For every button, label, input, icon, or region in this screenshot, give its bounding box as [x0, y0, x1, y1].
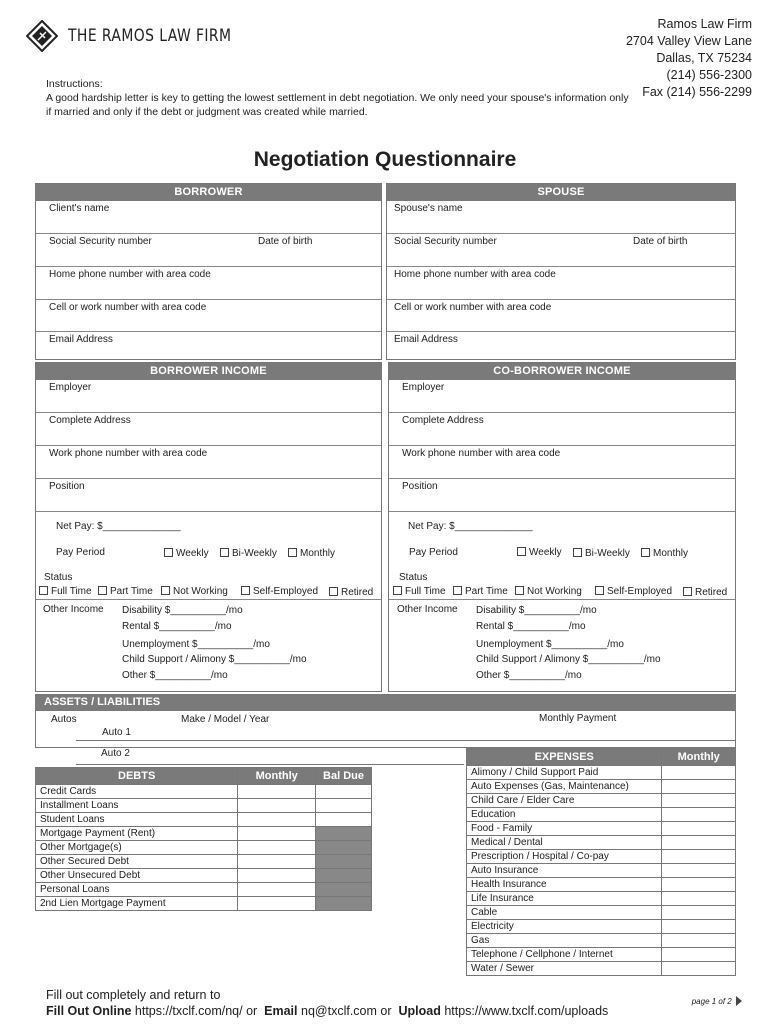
employer-field[interactable]: [36, 380, 381, 413]
checkbox-icon: [39, 586, 48, 595]
other-field[interactable]: Other $__________/mo: [122, 670, 228, 681]
spouse-ssn-label: Social Security number: [394, 236, 497, 247]
address-line: (214) 556-2300: [666, 68, 752, 82]
spouse-panel: [386, 183, 736, 360]
next-page-arrow-icon[interactable]: [736, 996, 742, 1006]
checkbox-icon: [517, 547, 526, 556]
debt-row-label: Other Unsecured Debt: [36, 869, 238, 883]
co-address-label: Complete Address: [402, 415, 484, 426]
checkbox-icon: [515, 586, 524, 595]
auto1-line[interactable]: [76, 740, 736, 741]
spouse-home-phone-label: Home phone number with area code: [394, 269, 556, 280]
spouse-home-phone-field[interactable]: [387, 267, 735, 300]
co-self-employed-checkbox[interactable]: Self-Employed: [595, 586, 672, 597]
self-employed-checkbox[interactable]: Self-Employed: [241, 586, 318, 597]
co-position-label: Position: [402, 481, 438, 492]
page-title: Negotiation Questionnaire: [253, 148, 517, 171]
co-net-pay-row[interactable]: [389, 512, 735, 540]
disability-field[interactable]: Disability $__________/mo: [122, 605, 243, 616]
work-phone-label: Work phone number with area code: [49, 448, 208, 459]
firm-logo: [22, 16, 232, 60]
borrower-income-panel: [35, 362, 382, 692]
position-label: Position: [49, 481, 85, 492]
address-field[interactable]: [36, 413, 381, 446]
debt-monthly-cell[interactable]: [238, 841, 316, 855]
debt-row-label: Other Secured Debt: [36, 855, 238, 869]
other-income-label: Other Income: [43, 604, 104, 615]
co-other-income-label: Other Income: [397, 604, 458, 615]
checkbox-icon: [241, 586, 250, 595]
address-label: Complete Address: [49, 415, 131, 426]
expense-monthly-cell[interactable]: [662, 850, 736, 864]
email-field[interactable]: [36, 332, 381, 360]
expense-monthly-cell[interactable]: [662, 766, 736, 780]
auto2-line[interactable]: [76, 764, 464, 765]
co-monthly-checkbox[interactable]: Monthly: [641, 548, 688, 559]
expense-row-label: Telephone / Cellphone / Internet: [467, 948, 662, 962]
expense-monthly-cell[interactable]: [662, 962, 736, 976]
not-working-checkbox[interactable]: Not Working: [161, 586, 228, 597]
co-borrower-income-heading: CO-BORROWER INCOME: [389, 363, 735, 380]
borrower-income-heading: BORROWER INCOME: [36, 363, 381, 380]
clients-name-field[interactable]: [36, 201, 381, 234]
debt-row-label: Mortgage Payment (Rent): [36, 827, 238, 841]
unemployment-field[interactable]: Unemployment $__________/mo: [122, 639, 270, 650]
expense-row-label: Health Insurance: [467, 878, 662, 892]
expense-row-label: Life Insurance: [467, 892, 662, 906]
child-support-field[interactable]: Child Support / Alimony $__________/mo: [122, 654, 307, 665]
expense-row-label: Water / Sewer: [467, 962, 662, 976]
debt-monthly-cell[interactable]: [238, 883, 316, 897]
co-address-field[interactable]: [389, 413, 735, 446]
expense-monthly-cell[interactable]: [662, 822, 736, 836]
page-number-text: page 1 of 2: [691, 997, 732, 1006]
debt-bal-cell-disabled: [316, 897, 372, 911]
expense-row-label: Prescription / Hospital / Co-pay: [467, 850, 662, 864]
address-line: 2704 Valley View Lane: [625, 34, 752, 48]
spouse-cell-phone-label: Cell or work number with area code: [394, 302, 552, 313]
spouse-dob-label: Date of birth: [633, 236, 688, 247]
spouse-email-field[interactable]: [387, 332, 735, 360]
co-employer-label: Employer: [402, 382, 445, 393]
online-url-link[interactable]: https://txclf.com/nq/: [134, 1004, 243, 1018]
co-not-working-checkbox[interactable]: Not Working: [515, 586, 582, 597]
monthly-checkbox[interactable]: Monthly: [288, 548, 335, 559]
co-status-row: [389, 567, 735, 600]
footer-line2: [46, 1003, 608, 1019]
pay-period-row: [36, 540, 381, 567]
autos-label: Autos: [51, 714, 77, 725]
checkbox-icon: [641, 548, 650, 557]
checkbox-icon: [573, 548, 582, 557]
expense-row-label: Auto Insurance: [467, 864, 662, 878]
rental-field[interactable]: Rental $__________/mo: [122, 621, 232, 632]
weekly-checkbox[interactable]: Weekly: [164, 548, 209, 559]
expense-monthly-cell[interactable]: [662, 920, 736, 934]
co-other-field[interactable]: Other $__________/mo: [476, 670, 582, 681]
home-phone-label: Home phone number with area code: [49, 269, 211, 280]
instructions-label: Instructions:: [46, 78, 103, 90]
co-position-field[interactable]: [389, 479, 735, 512]
checkbox-icon: [288, 548, 297, 557]
co-biweekly-checkbox[interactable]: Bi-Weekly: [573, 548, 630, 559]
status-row: [36, 567, 381, 600]
instructions-text: A good hardship letter is key to getting the lowest settlement in debt negotiation. We only need your spouse's information only if married and only if the debt or judgment was created while married.: [46, 92, 629, 118]
spouse-name-field[interactable]: [387, 201, 735, 234]
co-pay-period-row: [389, 540, 735, 567]
co-net-pay-label: Net Pay: $______________: [408, 521, 533, 532]
debt-bal-cell-disabled: [316, 883, 372, 897]
expense-monthly-cell[interactable]: [662, 948, 736, 962]
debts-bal-heading: Bal Due: [316, 768, 372, 785]
clients-name-label: Client's name: [49, 203, 110, 214]
expense-monthly-cell[interactable]: [662, 794, 736, 808]
instructions: [46, 77, 636, 119]
upload-url-link[interactable]: https://www.txclf.com/uploads: [444, 1004, 609, 1018]
expense-monthly-cell[interactable]: [662, 808, 736, 822]
assets-heading: ASSETS / LIABILITIES: [35, 694, 736, 711]
employer-label: Employer: [49, 382, 92, 393]
position-field[interactable]: [36, 479, 381, 512]
debt-monthly-cell[interactable]: [238, 869, 316, 883]
checkbox-icon: [164, 548, 173, 557]
logo-text: THE RAMOS LAW FIRM: [68, 26, 232, 46]
debt-bal-cell-disabled: [316, 869, 372, 883]
expense-monthly-cell[interactable]: [662, 934, 736, 948]
debt-row-label: Other Mortgage(s): [36, 841, 238, 855]
co-rental-field[interactable]: Rental $__________/mo: [476, 621, 586, 632]
debt-monthly-cell[interactable]: [238, 897, 316, 911]
co-pay-period-label: Pay Period: [409, 547, 458, 558]
cell-phone-field[interactable]: [36, 300, 381, 332]
address-line: Ramos Law Firm: [657, 17, 752, 31]
expense-monthly-cell[interactable]: [662, 780, 736, 794]
assets-box: [35, 711, 736, 748]
make-model-label: Make / Model / Year: [181, 714, 270, 725]
spouse-ssn-dob-row[interactable]: [387, 234, 735, 267]
expense-monthly-cell[interactable]: [662, 878, 736, 892]
pay-period-label: Pay Period: [56, 547, 105, 558]
email-label: Email: [264, 1004, 298, 1018]
debt-monthly-cell[interactable]: [238, 813, 316, 827]
expenses-heading: EXPENSES: [467, 749, 662, 766]
expense-monthly-cell[interactable]: [662, 864, 736, 878]
checkbox-icon: [161, 586, 170, 595]
footer-line1: Fill out completely and return to: [46, 988, 221, 1002]
work-phone-field[interactable]: [36, 446, 381, 479]
firm-address: [626, 16, 752, 101]
co-work-phone-field[interactable]: [389, 446, 735, 479]
debts-heading: DEBTS: [36, 768, 238, 785]
expense-row-label: Child Care / Elder Care: [467, 794, 662, 808]
auto2-label: Auto 2: [101, 748, 130, 759]
expense-row-label: Gas: [467, 934, 662, 948]
co-status-label: Status: [399, 572, 428, 583]
spouse-heading: SPOUSE: [387, 184, 735, 201]
co-employer-field[interactable]: [389, 380, 735, 413]
debts-table: [35, 767, 372, 911]
spouse-email-label: Email Address: [394, 334, 458, 345]
page-number: [692, 996, 742, 1006]
checkbox-icon: [329, 587, 338, 596]
co-other-income-row: [389, 600, 735, 680]
checkbox-icon: [220, 548, 229, 557]
debt-row-label: Student Loans: [36, 813, 238, 827]
expense-monthly-cell[interactable]: [662, 836, 736, 850]
checkbox-icon: [683, 587, 692, 596]
cell-phone-label: Cell or work number with area code: [49, 302, 207, 313]
debt-bal-cell[interactable]: [316, 785, 372, 799]
expense-row-label: Medical / Dental: [467, 836, 662, 850]
debt-row-label: 2nd Lien Mortgage Payment: [36, 897, 238, 911]
checkbox-icon: [453, 586, 462, 595]
retired-checkbox[interactable]: Retired: [329, 587, 373, 598]
monthly-payment-label: Monthly Payment: [539, 713, 617, 724]
upload-label: Upload: [398, 1004, 441, 1018]
debt-bal-cell[interactable]: [316, 799, 372, 813]
expense-monthly-cell[interactable]: [662, 906, 736, 920]
co-work-phone-label: Work phone number with area code: [402, 448, 561, 459]
biweekly-checkbox[interactable]: Bi-Weekly: [220, 548, 277, 559]
expenses-table: [466, 748, 736, 976]
footer-or: or: [380, 1004, 392, 1018]
co-disability-field[interactable]: Disability $__________/mo: [476, 605, 597, 616]
firm-logo-icon: [26, 20, 58, 52]
debt-bal-cell-disabled: [316, 827, 372, 841]
fill-online-label: Fill Out Online: [46, 1004, 132, 1018]
co-borrower-income-panel: [388, 362, 736, 692]
co-child-support-field[interactable]: Child Support / Alimony $__________/mo: [476, 654, 661, 665]
email-link[interactable]: nq@txclf.com: [301, 1004, 377, 1018]
full-time-checkbox[interactable]: Full Time: [39, 586, 92, 597]
footer-or: or: [246, 1004, 258, 1018]
checkbox-icon: [595, 586, 604, 595]
debt-row-label: Credit Cards: [36, 785, 238, 799]
debt-bal-cell-disabled: [316, 841, 372, 855]
debt-monthly-cell[interactable]: [238, 785, 316, 799]
part-time-checkbox[interactable]: Part Time: [98, 586, 153, 597]
debt-monthly-cell[interactable]: [238, 799, 316, 813]
ssn-label: Social Security number: [49, 236, 152, 247]
debts-monthly-heading: Monthly: [238, 768, 316, 785]
expense-monthly-cell[interactable]: [662, 892, 736, 906]
debt-monthly-cell[interactable]: [238, 855, 316, 869]
dob-label: Date of birth: [258, 236, 313, 247]
checkbox-icon: [393, 586, 402, 595]
expense-row-label: Auto Expenses (Gas, Maintenance): [467, 780, 662, 794]
email-label: Email Address: [49, 334, 113, 345]
footer: [46, 987, 608, 1019]
expense-row-label: Cable: [467, 906, 662, 920]
expenses-monthly-heading: Monthly: [662, 749, 736, 766]
debt-bal-cell-disabled: [316, 855, 372, 869]
status-label: Status: [44, 572, 73, 583]
address-line: Dallas, TX 75234: [656, 51, 752, 65]
debt-bal-cell[interactable]: [316, 813, 372, 827]
debt-monthly-cell[interactable]: [238, 827, 316, 841]
other-income-row: [36, 600, 381, 680]
net-pay-row[interactable]: [36, 512, 381, 540]
ssn-dob-row[interactable]: [36, 234, 381, 267]
co-retired-checkbox[interactable]: Retired: [683, 587, 727, 598]
net-pay-label: Net Pay: $______________: [56, 521, 181, 532]
address-line: Fax (214) 556-2299: [642, 85, 752, 99]
checkbox-icon: [98, 586, 107, 595]
expense-row-label: Alimony / Child Support Paid: [467, 766, 662, 780]
debt-row-label: Installment Loans: [36, 799, 238, 813]
home-phone-field[interactable]: [36, 267, 381, 300]
spouse-name-label: Spouse's name: [394, 203, 463, 214]
expense-row-label: Electricity: [467, 920, 662, 934]
co-weekly-checkbox[interactable]: Weekly: [517, 547, 562, 558]
co-part-time-checkbox[interactable]: Part Time: [453, 586, 508, 597]
borrower-heading: BORROWER: [36, 184, 381, 201]
co-unemployment-field[interactable]: Unemployment $__________/mo: [476, 639, 624, 650]
borrower-panel: [35, 183, 382, 360]
expense-row-label: Food - Family: [467, 822, 662, 836]
auto1-label: Auto 1: [102, 727, 131, 738]
expense-row-label: Education: [467, 808, 662, 822]
co-full-time-checkbox[interactable]: Full Time: [393, 586, 446, 597]
spouse-cell-phone-field[interactable]: [387, 300, 735, 332]
debt-row-label: Personal Loans: [36, 883, 238, 897]
